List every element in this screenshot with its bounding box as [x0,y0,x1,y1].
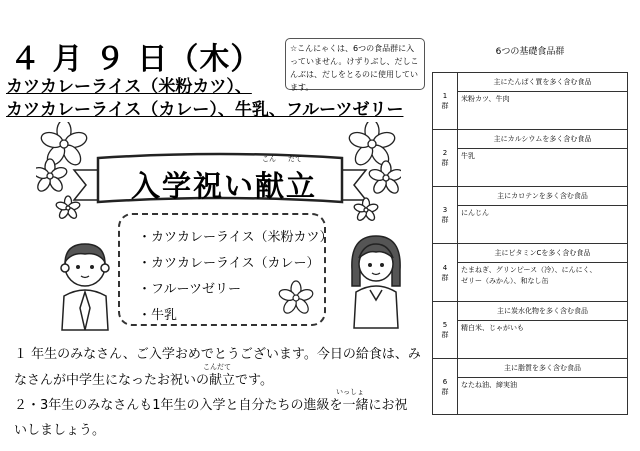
food-group-row-5 [433,302,627,359]
food-group-note: ☆こんにゃくは、6つの食品群に入っていません。けずりぶし、だしこんぶは、だしをとるのに使用しています。 [285,38,425,90]
food-groups-title: 6つの基礎食品群 [495,47,565,57]
message-line-3: ２・3年生のみなさんも1年生の入学と自分たちの進級を一緒にお祝 [14,398,408,413]
menu-name-line-1: カツカレーライス（米粉カツ）、 [6,77,252,97]
cherry-blossom-small [278,280,314,316]
menu-name-line-2: カツカレーライス（カレー）、牛乳、フルーツゼリー [6,100,404,120]
group-number-cell: 4 群 [433,244,458,301]
group-heading: 主にカルシウムを多く含む食品 [458,130,627,149]
food-group-row-2 [433,130,627,187]
group-heading: 主に炭水化物を多く含む食品 [458,302,627,321]
menu-date: ４ 月 ９ 日（木） [10,42,262,77]
group-heading: 主にカロテンを多く含む食品 [458,187,627,206]
group-heading: 主に脂質を多く含む食品 [458,359,627,378]
group-heading: 主にたんぱく質を多く含む食品 [458,73,627,92]
group-items: たまねぎ、グリンピース（冷）、にんにく、 ゼリー（みかん）、和なし缶 [461,266,597,285]
ruby-kon: こん [262,155,276,163]
message-line-4: いしましょう。 [14,423,106,438]
group-heading: 主にビタミンCを多く含む食品 [458,244,627,263]
group-items: 精白米、じゃがいも [461,324,524,332]
food-group-row-1 [433,73,627,130]
message-line-2: なさんが中学生になったお祝いの献立です。 [14,373,273,388]
menu-item: ・カツカレーライス（米粉カツ） [138,230,333,245]
boy-student-illustration [52,236,118,332]
message-line-1: １ 年生のみなさん、ご入学おめでとうございます。今日の給食は、み [14,347,421,362]
group-number-cell: 2 群 [433,130,458,186]
group-number-cell: 6 群 [433,359,458,414]
menu-item: ・牛乳 [138,308,178,323]
banner-title: 入学祝い献立 [130,169,317,203]
group-number-cell: 5 群 [433,302,458,358]
group-items: 米粉カツ、牛肉 [461,95,510,103]
food-groups-table [432,72,628,415]
group-items: 牛乳 [461,152,475,160]
food-group-row-4 [433,244,627,302]
girl-student-illustration [342,230,410,330]
ruby-kondate: こんだて [203,363,231,371]
ruby-issho: いっしょ [336,388,364,396]
group-items: にんじん [461,209,489,217]
food-group-row-6 [433,359,627,414]
menu-item: ・フルーツゼリー [138,282,241,297]
ruby-date: だて [288,155,302,163]
group-items: なたね油、締実油 [461,381,517,389]
group-number-cell: 3 群 [433,187,458,243]
group-number-cell: 1 群 [433,73,458,129]
food-group-row-3 [433,187,627,244]
menu-item: ・カツカレーライス（カレー） [138,256,320,271]
